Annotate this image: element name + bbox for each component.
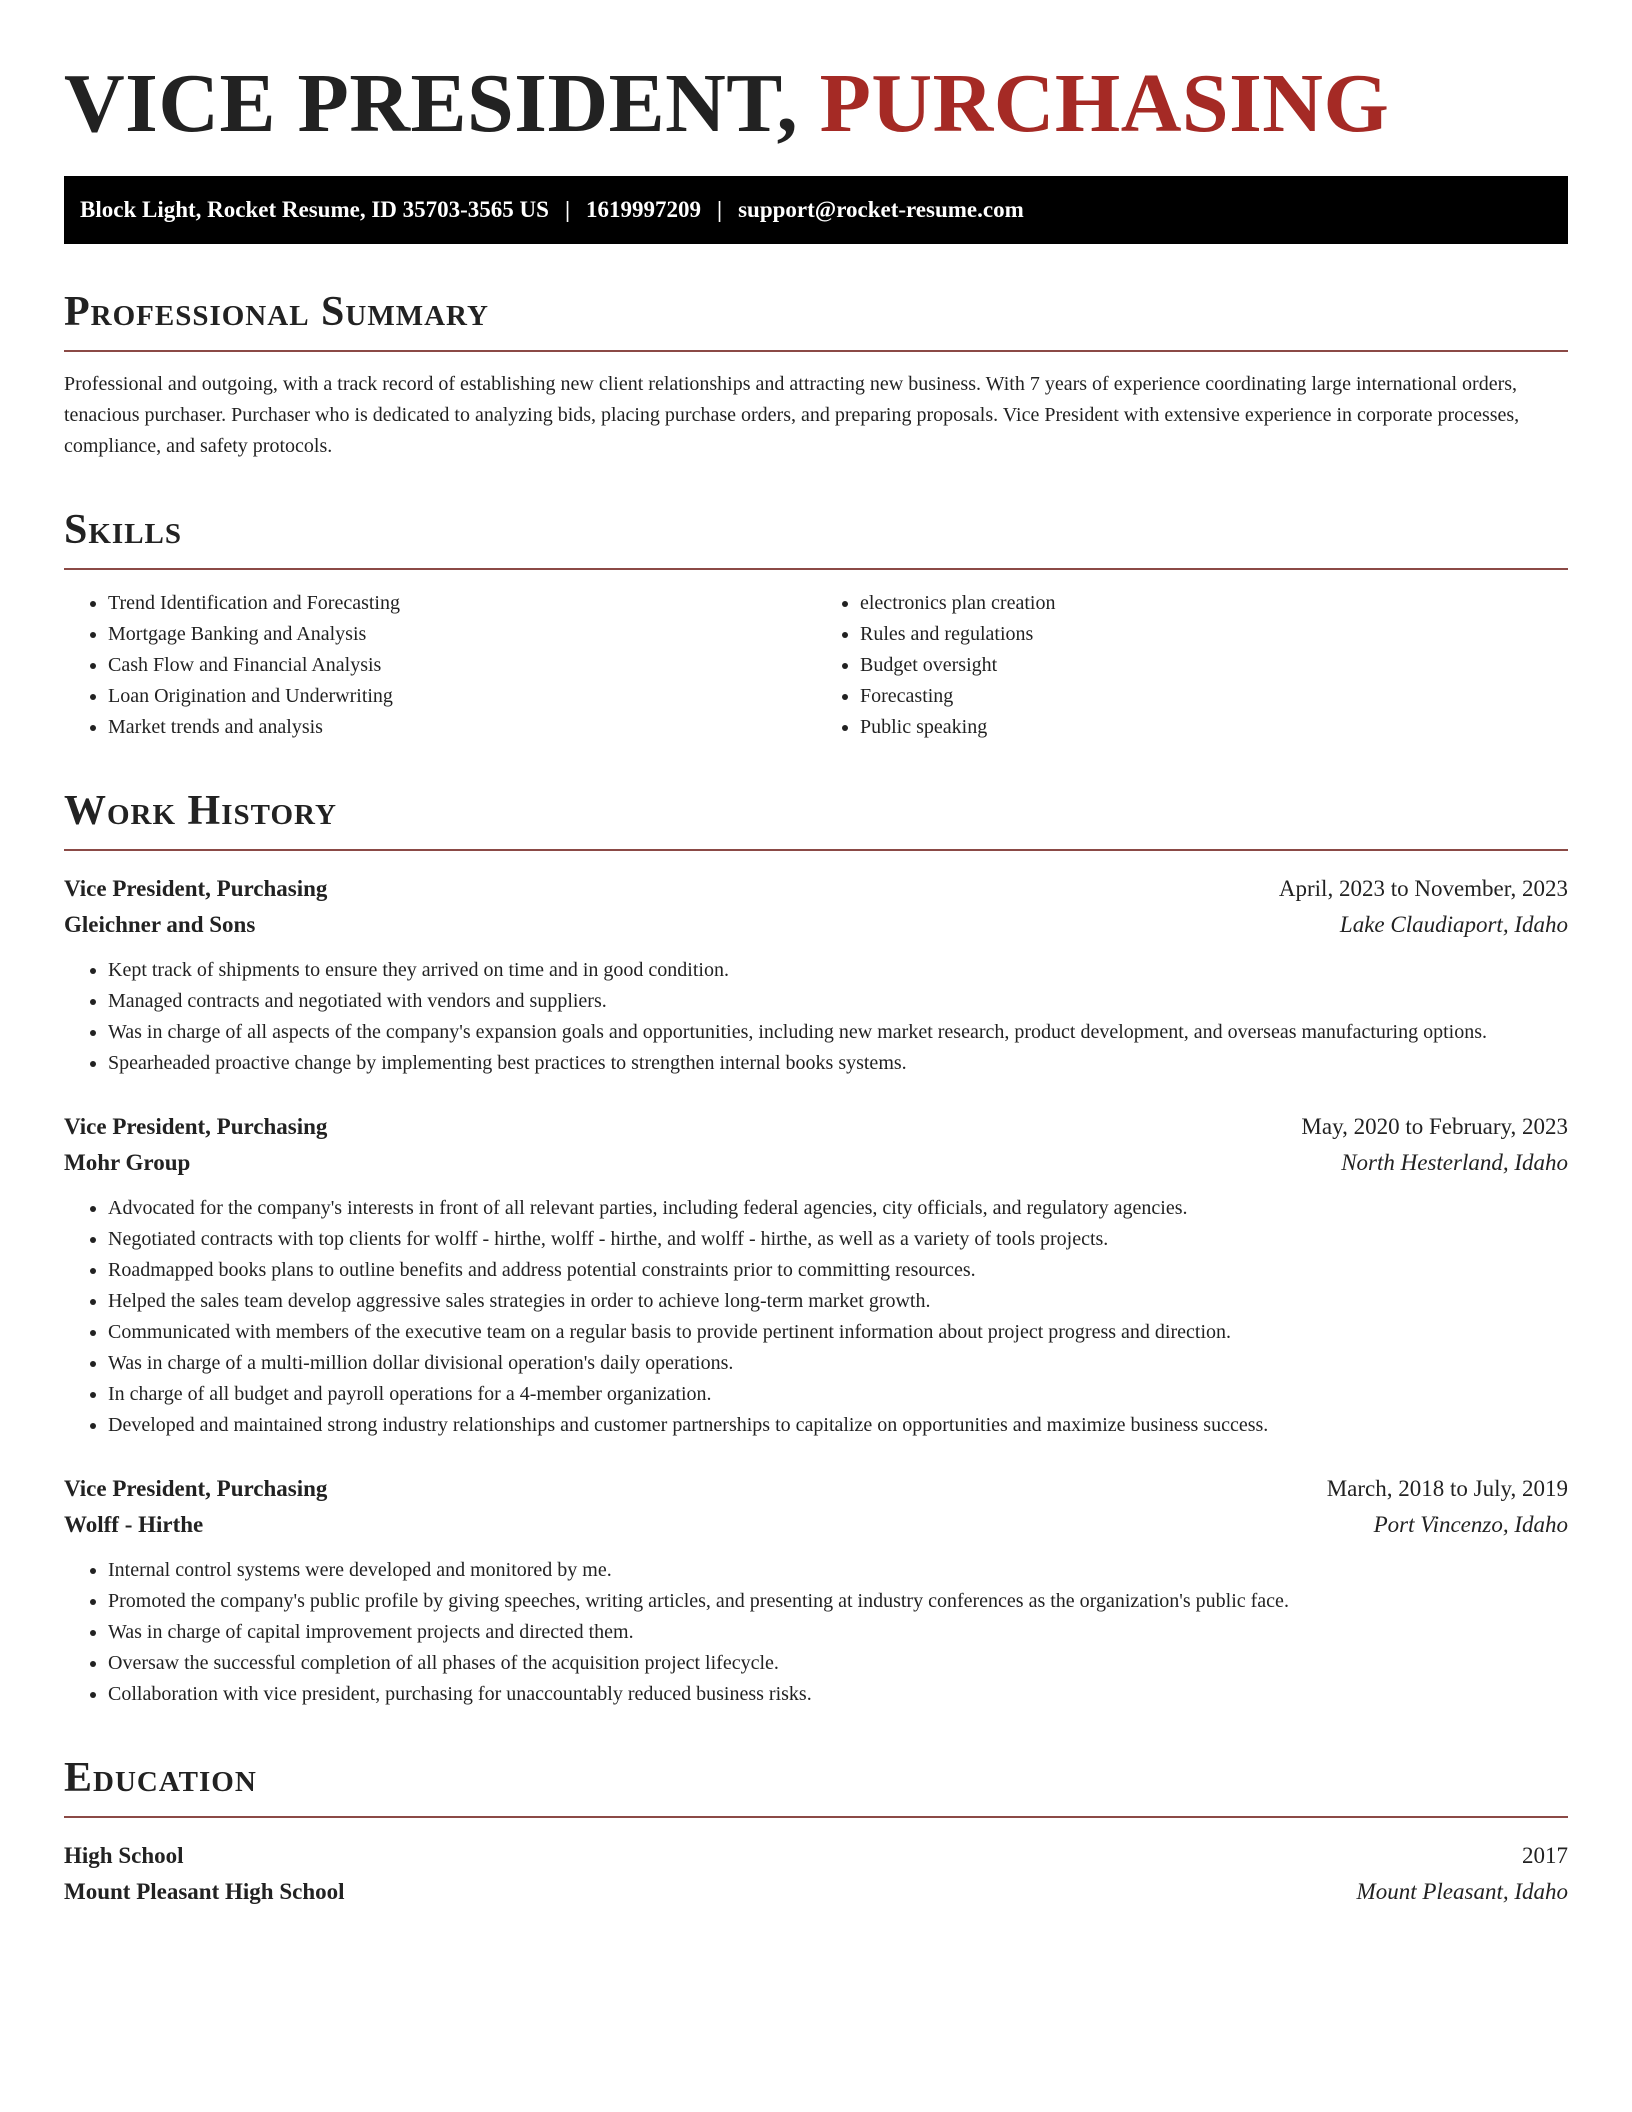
skill-item: • Budget oversight bbox=[860, 650, 1568, 681]
skill-item: • Cash Flow and Financial Analysis bbox=[108, 650, 816, 681]
job-bullets bbox=[64, 955, 1568, 1079]
education-entry bbox=[64, 1838, 1568, 1910]
summary-text: Professional and outgoing, with a track record of establishing new client relationships and attracting new business. With 7 years of experience coordinating large international orders, tenacious purchaser. Purchaser who is dedicated to analyzing bids, placing purchase orders, and preparing proposals. Vice President with extensive experience in corporate processes, compliance, and safety protocols. bbox=[64, 373, 1520, 457]
job-bullet: • Communicated with members of the executive team on a regular basis to provide pertinent information about project progress and direction. bbox=[108, 1317, 1568, 1348]
summary-heading: Professional Summary bbox=[64, 289, 489, 335]
education-section bbox=[64, 1754, 1568, 1910]
contact-separator: | bbox=[564, 197, 571, 222]
job-bullet: • Developed and maintained strong industry relationships and customer partnerships to capitalize on opportunities and maximize business success. bbox=[108, 1410, 1568, 1441]
job-bullet: • Promoted the company's public profile by giving speeches, writing articles, and presenting at industry conferences as the organization's public face. bbox=[108, 1586, 1568, 1617]
contact-bar bbox=[64, 176, 1568, 244]
education-school: Mount Pleasant High School bbox=[64, 1879, 345, 1904]
education-degree: High School bbox=[64, 1843, 184, 1868]
skill-item: • Loan Origination and Underwriting bbox=[108, 681, 816, 712]
skill-item: • electronics plan creation bbox=[860, 588, 1568, 619]
skills-section bbox=[64, 506, 1568, 743]
job-bullet: • Helped the sales team develop aggressive sales strategies in order to achieve long-term market growth. bbox=[108, 1286, 1568, 1317]
skill-item: • Market trends and analysis bbox=[108, 712, 816, 743]
job-bullets bbox=[64, 1193, 1568, 1441]
title-primary: VICE PRESIDENT, bbox=[64, 57, 799, 150]
job-bullet: • Negotiated contracts with top clients for wolff - hirthe, wolff - hirthe, and wolff - hirthe, as well as a variety of tools projects. bbox=[108, 1224, 1568, 1255]
job-location: Port Vincenzo, Idaho bbox=[1373, 1512, 1568, 1537]
skill-item: • Forecasting bbox=[860, 681, 1568, 712]
page-title bbox=[64, 0, 1568, 152]
job-dates: May, 2020 to February, 2023 bbox=[1301, 1114, 1568, 1139]
job-company: Wolff - Hirthe bbox=[64, 1512, 204, 1537]
job-entry bbox=[64, 1471, 1568, 1710]
contact-separator: | bbox=[717, 197, 723, 222]
contact-address: Block Light, Rocket Resume, ID 35703-3565 US bbox=[80, 197, 549, 222]
job-bullets bbox=[64, 1555, 1568, 1710]
job-bullet: • Spearheaded proactive change by implementing best practices to strengthen internal books systems. bbox=[108, 1048, 1568, 1079]
section-divider bbox=[64, 568, 1568, 570]
skill-item: • Mortgage Banking and Analysis bbox=[108, 619, 816, 650]
skills-heading: Skills bbox=[64, 507, 183, 553]
job-bullet: • Kept track of shipments to ensure they arrived on time and in good condition. bbox=[108, 955, 1568, 986]
job-bullet: • In charge of all budget and payroll operations for a 4-member organization. bbox=[108, 1379, 1568, 1410]
skills-list-left bbox=[64, 588, 816, 743]
job-bullet: • Collaboration with vice president, purchasing for unaccountably reduced business risks. bbox=[108, 1679, 1568, 1710]
section-divider bbox=[64, 849, 1568, 851]
title-accent: PURCHASING bbox=[819, 57, 1390, 150]
job-bullet: • Oversaw the successful completion of all phases of the acquisition project lifecycle. bbox=[108, 1648, 1568, 1679]
job-entry bbox=[64, 871, 1568, 1079]
skill-item: • Public speaking bbox=[860, 712, 1568, 743]
summary-section bbox=[64, 288, 1568, 462]
contact-email[interactable]: support@rocket-resume.com bbox=[738, 197, 1024, 222]
section-divider bbox=[64, 350, 1568, 352]
work-history-heading: Work History bbox=[64, 788, 337, 834]
work-history-section bbox=[64, 787, 1568, 1710]
job-bullet: • Roadmapped books plans to outline benefits and address potential constraints prior to committing resources. bbox=[108, 1255, 1568, 1286]
job-entry bbox=[64, 1109, 1568, 1441]
job-location: Lake Claudiaport, Idaho bbox=[1339, 912, 1568, 937]
education-heading: Education bbox=[64, 1755, 257, 1801]
skills-columns bbox=[64, 588, 1568, 743]
job-title: Vice President, Purchasing bbox=[64, 1114, 328, 1139]
job-company: Mohr Group bbox=[64, 1150, 191, 1175]
job-company: Gleichner and Sons bbox=[64, 912, 256, 937]
contact-phone[interactable]: 1619997209 bbox=[586, 197, 702, 222]
education-year: 2017 bbox=[1522, 1843, 1568, 1868]
job-title: Vice President, Purchasing bbox=[64, 1476, 328, 1501]
section-divider bbox=[64, 1816, 1568, 1818]
job-dates: March, 2018 to July, 2019 bbox=[1326, 1476, 1568, 1501]
skills-list-right bbox=[816, 588, 1568, 743]
job-location: North Hesterland, Idaho bbox=[1341, 1150, 1568, 1175]
job-bullet: • Internal control systems were developed and monitored by me. bbox=[108, 1555, 1568, 1586]
skill-item: • Trend Identification and Forecasting bbox=[108, 588, 816, 619]
skill-item: • Rules and regulations bbox=[860, 619, 1568, 650]
job-dates: April, 2023 to November, 2023 bbox=[1278, 876, 1568, 901]
education-location: Mount Pleasant, Idaho bbox=[1356, 1879, 1568, 1904]
job-bullet: • Was in charge of capital improvement projects and directed them. bbox=[108, 1617, 1568, 1648]
job-bullet: • Managed contracts and negotiated with vendors and suppliers. bbox=[108, 986, 1568, 1017]
job-bullet: • Was in charge of a multi-million dollar divisional operation's daily operations. bbox=[108, 1348, 1568, 1379]
job-bullet: • Advocated for the company's interests in front of all relevant parties, including federal agencies, city officials, and regulatory agencies. bbox=[108, 1193, 1568, 1224]
job-title: Vice President, Purchasing bbox=[64, 876, 328, 901]
job-bullet: • Was in charge of all aspects of the company's expansion goals and opportunities, including new market research, product development, and overseas manufacturing options. bbox=[108, 1017, 1568, 1048]
